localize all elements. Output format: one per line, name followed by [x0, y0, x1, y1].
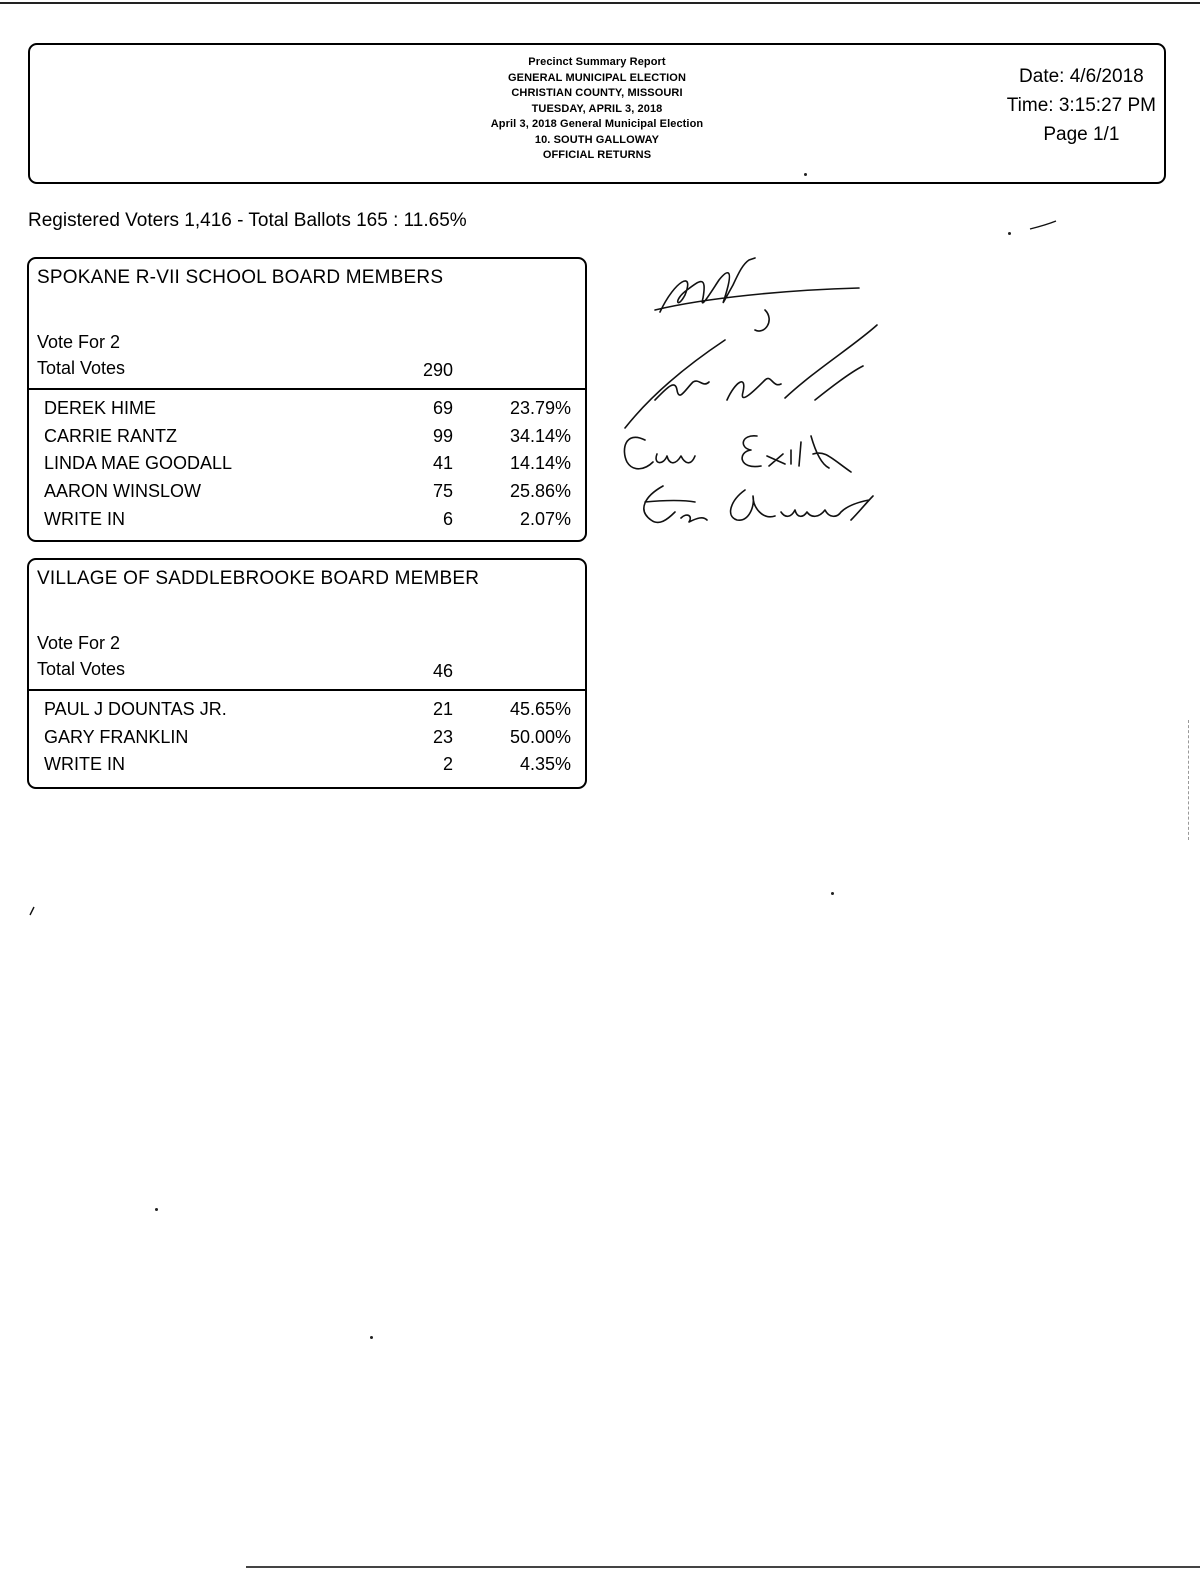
- report-header-box: [28, 43, 1166, 184]
- race-title: SPOKANE R-VII SCHOOL BOARD MEMBERS: [37, 267, 444, 288]
- scan-speck: [804, 173, 807, 176]
- race-box-village-board: [27, 558, 587, 789]
- candidate-name: WRITE IN: [44, 754, 125, 775]
- signature-2: [625, 325, 877, 428]
- candidate-row: [29, 398, 585, 426]
- total-votes-value: 290: [422, 360, 453, 380]
- candidate-votes: 21: [432, 699, 453, 719]
- candidate-percent: 14.14%: [509, 453, 571, 474]
- scan-bottom-edge-line: [246, 1566, 1200, 1568]
- candidate-name: CARRIE RANTZ: [44, 425, 178, 446]
- candidate-list: [29, 699, 585, 782]
- candidate-row: [29, 453, 585, 481]
- vote-for-label: Vote For 2: [37, 332, 121, 352]
- signature-1: [655, 258, 859, 331]
- candidate-row: [29, 754, 585, 782]
- total-votes-label: Total Votes: [37, 358, 126, 378]
- candidate-percent: 25.86%: [509, 481, 571, 502]
- race-box-school-board: [27, 257, 587, 542]
- vote-for-label: Vote For 2: [37, 633, 121, 653]
- pen-dash: [1028, 219, 1058, 233]
- total-votes-label: Total Votes: [37, 659, 126, 679]
- signature-3: [624, 436, 851, 472]
- scan-speck: [155, 1208, 158, 1211]
- report-title: Precinct Summary Report: [528, 56, 666, 68]
- candidate-percent: 45.65%: [509, 699, 571, 719]
- race-title: VILLAGE OF SADDLEBROOKE BOARD MEMBER: [37, 568, 480, 589]
- page-number: Page 1/1: [1043, 124, 1120, 145]
- report-meta: [1007, 62, 1156, 149]
- scan-speck: [831, 892, 834, 895]
- candidate-row: [29, 426, 585, 454]
- candidate-percent: 50.00%: [509, 726, 571, 747]
- election-description: April 3, 2018 General Municipal Election: [490, 118, 704, 130]
- scan-edge-artifact: [1188, 720, 1191, 840]
- candidate-percent: 4.35%: [519, 754, 571, 775]
- signature-4: [644, 486, 873, 522]
- scan-mark: [28, 906, 36, 916]
- candidate-votes: 69: [432, 398, 453, 418]
- candidate-votes: 23: [432, 726, 453, 747]
- scan-top-edge-line: [0, 2, 1200, 4]
- candidate-name: AARON WINSLOW: [44, 481, 202, 502]
- candidate-name: GARY FRANKLIN: [44, 726, 189, 747]
- candidate-name: LINDA MAE GOODALL: [44, 453, 233, 474]
- candidate-row: [29, 727, 585, 755]
- race-separator: [29, 388, 585, 390]
- candidate-votes: 99: [432, 425, 453, 446]
- election-date: TUESDAY, APRIL 3, 2018: [531, 102, 663, 115]
- candidate-row: [29, 699, 585, 727]
- candidate-percent: 2.07%: [519, 508, 571, 529]
- turnout-summary: Registered Voters 1,416 - Total Ballots 165 : 11.65%: [28, 210, 467, 231]
- candidate-name: DEREK HIME: [44, 398, 157, 418]
- candidate-row: [29, 481, 585, 509]
- scan-speck: [370, 1336, 373, 1339]
- candidate-name: PAUL J DOUNTAS JR.: [44, 699, 227, 719]
- candidate-percent: 34.14%: [509, 425, 571, 446]
- handwritten-signatures: [615, 250, 905, 550]
- report-header-titles: [30, 55, 1164, 164]
- candidate-votes: 41: [432, 453, 453, 474]
- candidate-name: WRITE IN: [44, 508, 125, 529]
- candidate-list: [29, 398, 585, 536]
- race-separator: [29, 689, 585, 691]
- total-votes-value: 46: [432, 661, 453, 681]
- candidate-row: [29, 509, 585, 537]
- candidate-votes: 75: [432, 481, 453, 502]
- report-date: Date: 4/6/2018: [1019, 66, 1144, 87]
- county-name: CHRISTIAN COUNTY, MISSOURI: [511, 87, 683, 99]
- candidate-votes: 6: [442, 508, 453, 529]
- returns-status: OFFICIAL RETURNS: [542, 149, 652, 161]
- precinct-name: 10. SOUTH GALLOWAY: [534, 133, 660, 146]
- candidate-votes: 2: [442, 754, 453, 775]
- scan-speck: [1008, 232, 1011, 235]
- report-time: Time: 3:15:27 PM: [1006, 95, 1156, 116]
- candidate-percent: 23.79%: [509, 398, 571, 418]
- election-name: GENERAL MUNICIPAL ELECTION: [508, 71, 686, 84]
